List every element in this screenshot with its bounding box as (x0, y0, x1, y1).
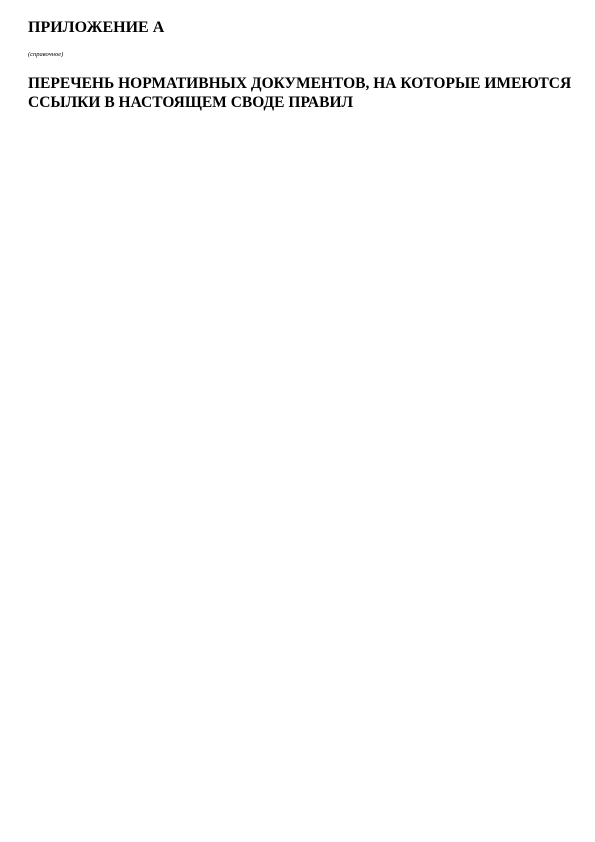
appendix-note: (справочное) (28, 51, 64, 58)
list-heading: ПЕРЕЧЕНЬ НОРМАТИВНЫХ ДОКУМЕНТОВ, НА КОТОРЫЕ ИМЕЮТСЯ ССЫЛКИ В НАСТОЯЩЕМ СВОДЕ ПРАВИЛ (28, 75, 572, 111)
appendix-title: ПРИЛОЖЕНИЕ А (28, 19, 165, 36)
